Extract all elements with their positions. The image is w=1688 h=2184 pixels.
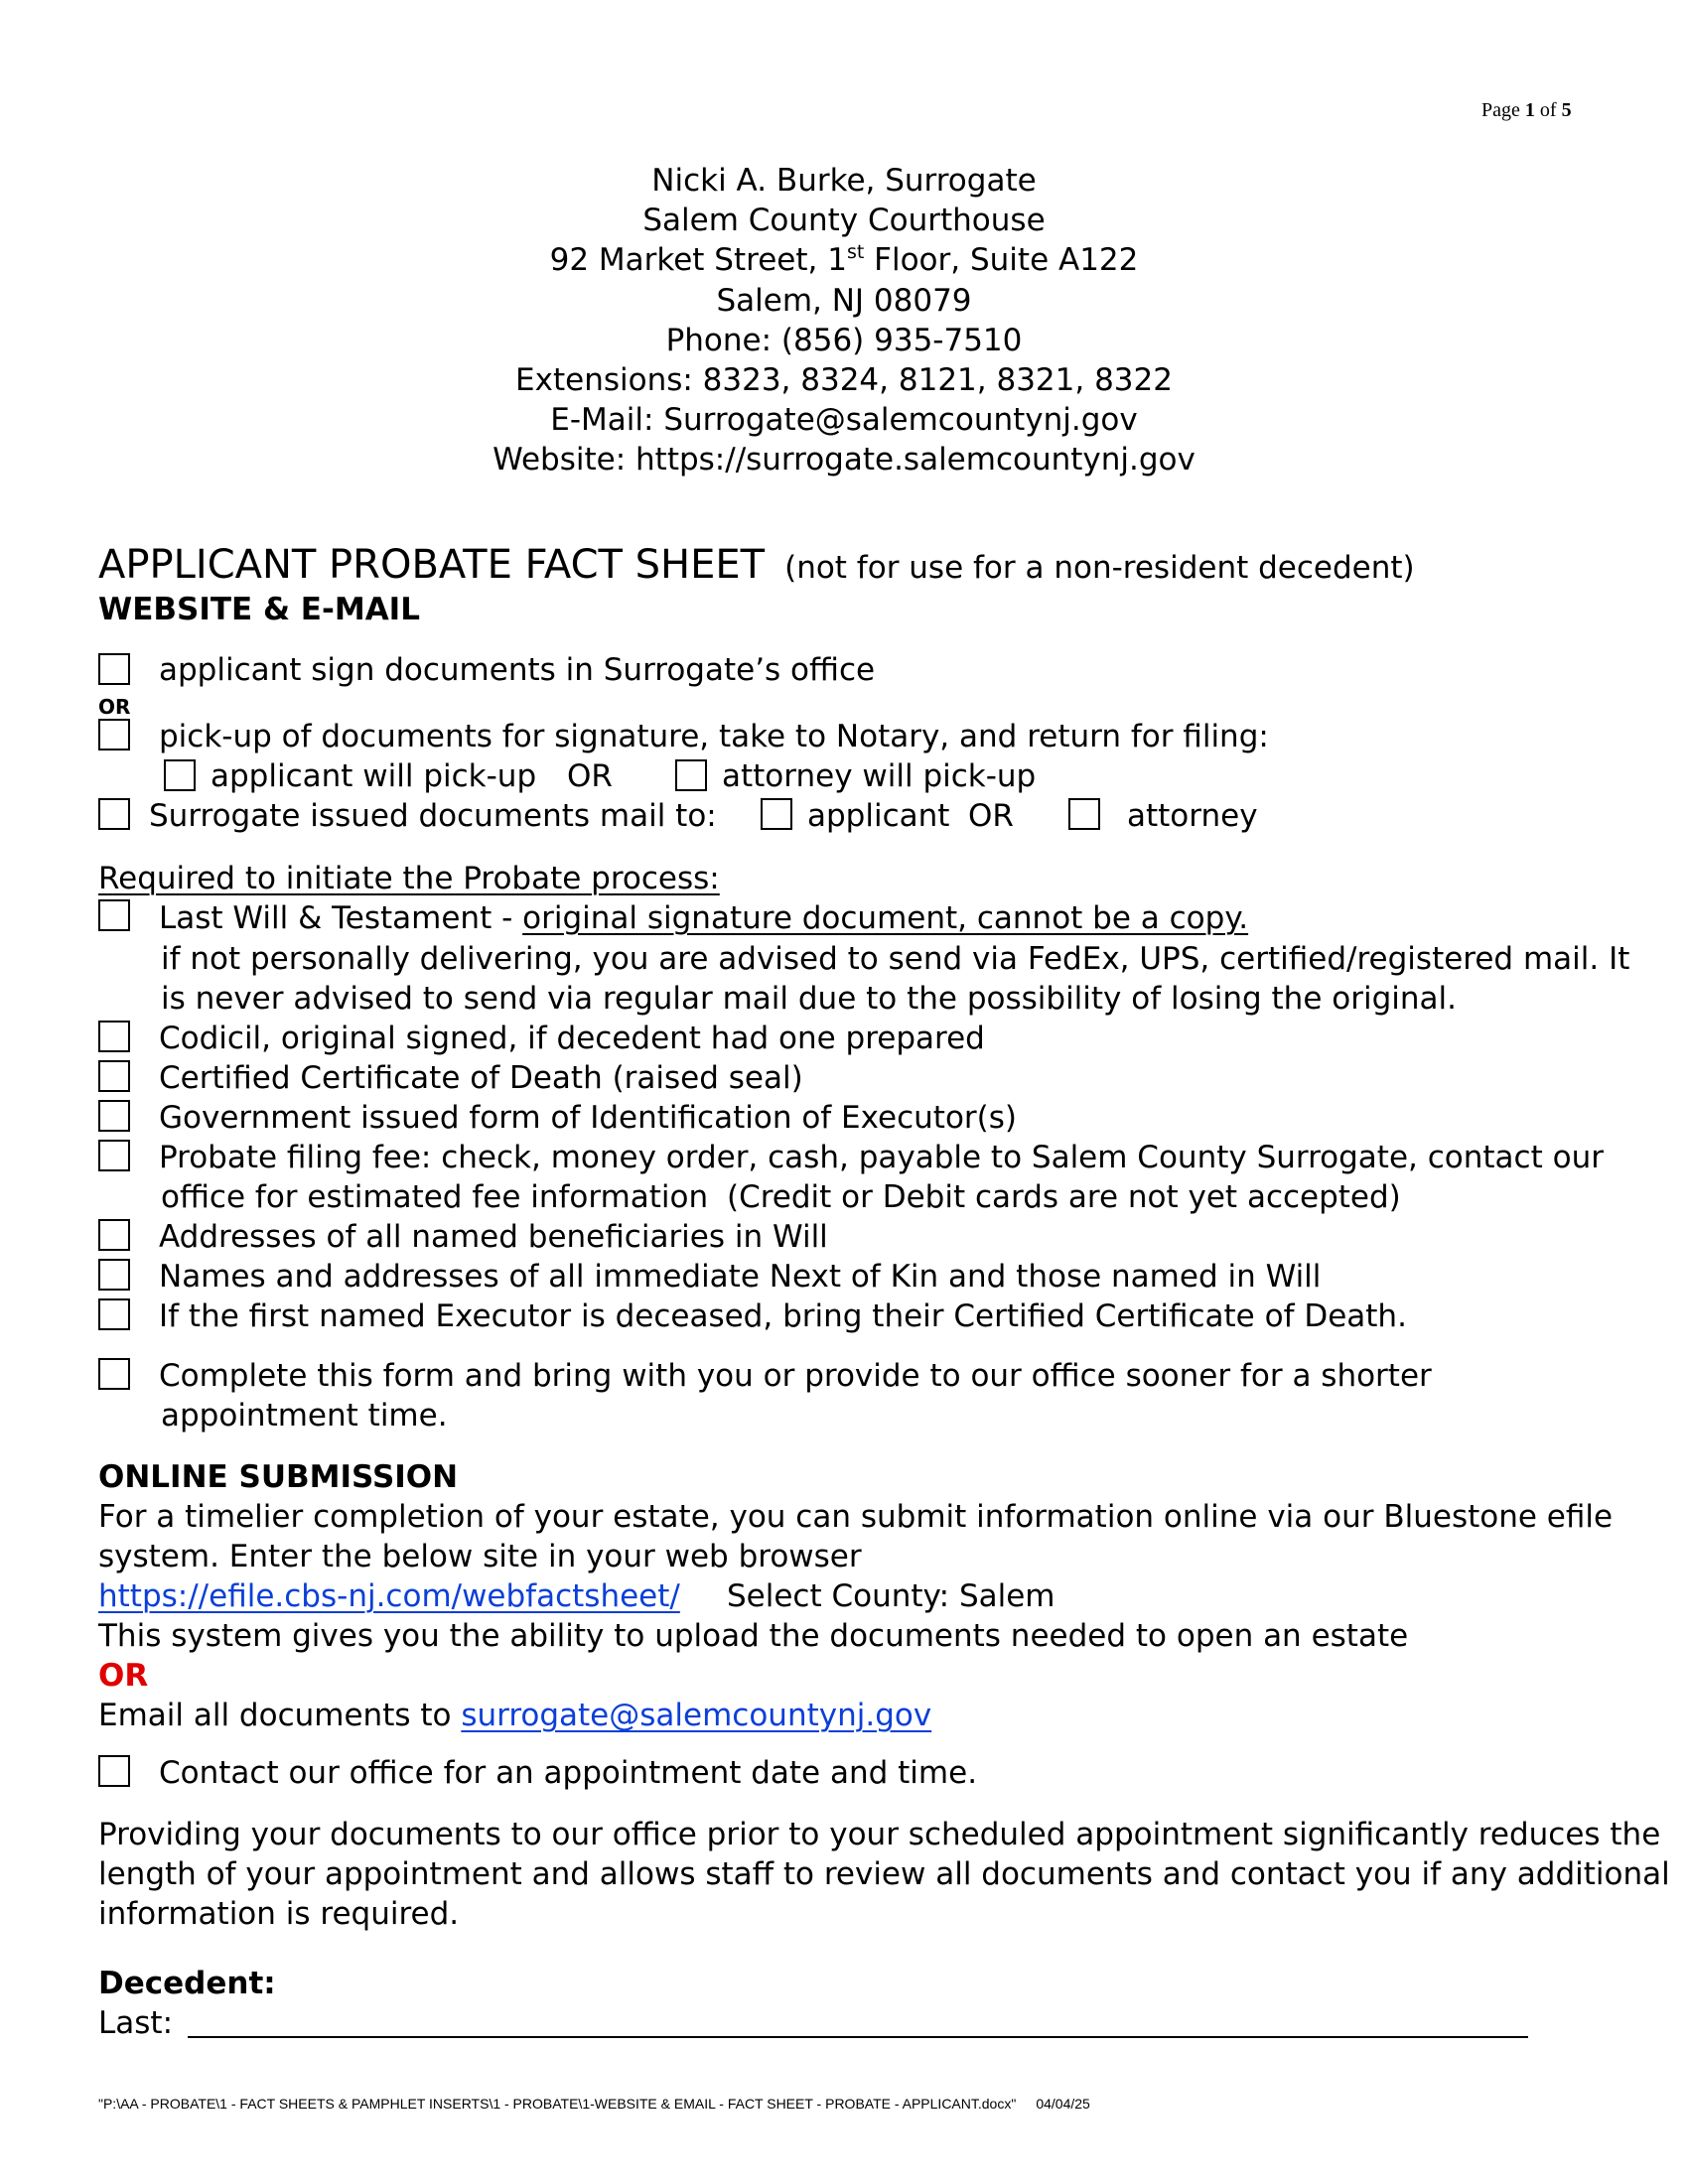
document-subtitle: WEBSITE & E-MAIL bbox=[98, 592, 420, 627]
prior-notice-2: length of your appointment and allows staff to review all documents and contact you if any additional bbox=[98, 1856, 1670, 1892]
filing-fee-info: office for estimated fee information bbox=[161, 1179, 709, 1215]
footer-date: 04/04/25 bbox=[1036, 2096, 1090, 2112]
filing-fee-cards-note: (Credit or Debit cards are not yet accepted) bbox=[727, 1179, 1401, 1215]
title-note: (not for use for a non-resident decedent) bbox=[784, 550, 1415, 586]
item-beneficiaries: Addresses of all named beneficiaries in Will bbox=[159, 1219, 828, 1255]
office-email: E-Mail: Surrogate@salemcountynj.gov bbox=[550, 402, 1138, 439]
item-contact-office: Contact our office for an appointment date and time. bbox=[159, 1755, 978, 1791]
phone-extensions: Extensions: 8323, 8324, 8121, 8321, 8322 bbox=[515, 362, 1173, 399]
street-address-sup: st bbox=[846, 241, 865, 264]
online-submission-heading: ONLINE SUBMISSION bbox=[98, 1459, 459, 1495]
checkbox-executor-deceased[interactable] bbox=[98, 1298, 130, 1330]
checkbox-death-certificate[interactable] bbox=[98, 1060, 130, 1092]
last-will-note-2: is never advised to send via regular mail due to the possibility of losing the original. bbox=[161, 981, 1457, 1017]
last-will-label: Last Will & Testament - bbox=[159, 900, 523, 936]
street-address bbox=[0, 240, 1688, 280]
decedent-last-name-line[interactable] bbox=[188, 2036, 1528, 2038]
complete-form-line-2: appointment time. bbox=[161, 1398, 448, 1433]
select-county: Select County: Salem bbox=[727, 1578, 1055, 1614]
document-title bbox=[98, 542, 1415, 588]
checkbox-attorney-pickup[interactable] bbox=[675, 759, 707, 791]
item-filing-fee: Probate filing fee: check, money order, cash, payable to Salem County Surrogate, contact our bbox=[159, 1140, 1604, 1175]
checkbox-government-id[interactable] bbox=[98, 1100, 130, 1132]
item-government-id: Government issued form of Identification of Executor(s) bbox=[159, 1100, 1018, 1136]
city-state-zip: Salem, NJ 08079 bbox=[716, 282, 972, 319]
page-current: 1 bbox=[1524, 99, 1535, 121]
street-address-post: Floor, Suite A122 bbox=[864, 242, 1139, 279]
online-para-1: For a timelier completion of your estate, you can submit information online via our Bluestone efile bbox=[98, 1499, 1614, 1535]
item-complete-form: Complete this form and bring with you or provide to our office sooner for a shorter bbox=[159, 1358, 1432, 1394]
office-header bbox=[0, 161, 1688, 480]
phone-number: Phone: (856) 935-7510 bbox=[665, 322, 1023, 358]
or-separator: OR bbox=[98, 695, 131, 719]
prior-notice-3: information is required. bbox=[98, 1896, 460, 1932]
checkbox-codicil[interactable] bbox=[98, 1021, 130, 1052]
checkbox-last-will[interactable] bbox=[98, 899, 130, 931]
page-label: Page bbox=[1481, 99, 1520, 121]
last-will-note-1: if not personally delivering, you are advised to send via FedEx, UPS, certified/registered mail. It bbox=[161, 941, 1630, 977]
checkbox-sign-in-office[interactable] bbox=[98, 653, 130, 685]
street-address-pre: 92 Market Street, 1 bbox=[549, 242, 847, 279]
page-number bbox=[1481, 99, 1572, 122]
pickup-or: OR bbox=[567, 758, 613, 794]
checkbox-mail-documents[interactable] bbox=[98, 798, 130, 830]
decedent-last-label: Last: bbox=[98, 2005, 174, 2041]
checkbox-mail-applicant[interactable] bbox=[761, 798, 792, 830]
item-last-will bbox=[159, 900, 1249, 936]
prior-notice-1: Providing your documents to our office prior to your scheduled appointment significantly reduces the bbox=[98, 1817, 1661, 1852]
item-death-certificate: Certified Certificate of Death (raised seal) bbox=[159, 1060, 803, 1096]
checkbox-complete-form[interactable] bbox=[98, 1358, 130, 1390]
page-of: of bbox=[1539, 99, 1557, 121]
checkbox-next-of-kin[interactable] bbox=[98, 1259, 130, 1291]
checkbox-pickup-documents[interactable] bbox=[98, 719, 130, 751]
efile-link[interactable]: https://efile.cbs-nj.com/webfactsheet/ bbox=[98, 1578, 680, 1614]
label-mail-applicant: applicant bbox=[807, 798, 950, 834]
courthouse-name: Salem County Courthouse bbox=[642, 203, 1046, 239]
item-codicil: Codicil, original signed, if decedent had one prepared bbox=[159, 1021, 985, 1056]
surrogate-name: Nicki A. Burke, Surrogate bbox=[651, 163, 1037, 199]
mail-or: OR bbox=[968, 798, 1014, 834]
online-para-2: system. Enter the below site in your web browser bbox=[98, 1539, 862, 1574]
office-website: Website: https://surrogate.salemcountynj.gov bbox=[492, 442, 1196, 478]
upload-description: This system gives you the ability to upload the documents needed to open an estate bbox=[98, 1618, 1409, 1654]
required-heading: Required to initiate the Probate process: bbox=[98, 861, 720, 896]
email-documents bbox=[98, 1698, 932, 1733]
online-or: OR bbox=[98, 1658, 149, 1694]
label-attorney-pickup: attorney will pick-up bbox=[722, 758, 1037, 794]
decedent-heading: Decedent: bbox=[98, 1966, 276, 2001]
checkbox-applicant-pickup[interactable] bbox=[164, 759, 196, 791]
checkbox-filing-fee[interactable] bbox=[98, 1140, 130, 1171]
option-sign-in-office: applicant sign documents in Surrogate’s office bbox=[159, 652, 876, 688]
label-applicant-pickup: applicant will pick-up bbox=[211, 758, 537, 794]
label-mail-attorney: attorney bbox=[1127, 798, 1258, 834]
file-path-footer bbox=[98, 2096, 1090, 2112]
label-mail-documents: Surrogate issued documents mail to: bbox=[149, 798, 717, 834]
footer-path: "P:\AA - PROBATE\1 - FACT SHEETS & PAMPHLET INSERTS\1 - PROBATE\1-WEBSITE & EMAIL - FACT SHEET - PROBATE - APPLICANT.docx" bbox=[98, 2096, 1017, 2112]
page-total: 5 bbox=[1561, 99, 1572, 121]
option-pickup-documents: pick-up of documents for signature, take to Notary, and return for filing: bbox=[159, 719, 1269, 754]
title-main: APPLICANT PROBATE FACT SHEET bbox=[98, 542, 766, 588]
checkbox-beneficiaries[interactable] bbox=[98, 1219, 130, 1251]
email-documents-label: Email all documents to bbox=[98, 1698, 462, 1733]
checkbox-contact-office[interactable] bbox=[98, 1755, 130, 1787]
last-will-original-note: original signature document, cannot be a copy. bbox=[522, 900, 1249, 936]
item-next-of-kin: Names and addresses of all immediate Next of Kin and those named in Will bbox=[159, 1259, 1322, 1295]
surrogate-email-link[interactable]: surrogate@salemcountynj.gov bbox=[461, 1698, 932, 1733]
checkbox-mail-attorney[interactable] bbox=[1068, 798, 1100, 830]
item-executor-deceased: If the first named Executor is deceased, bring their Certified Certificate of Death. bbox=[159, 1298, 1407, 1334]
